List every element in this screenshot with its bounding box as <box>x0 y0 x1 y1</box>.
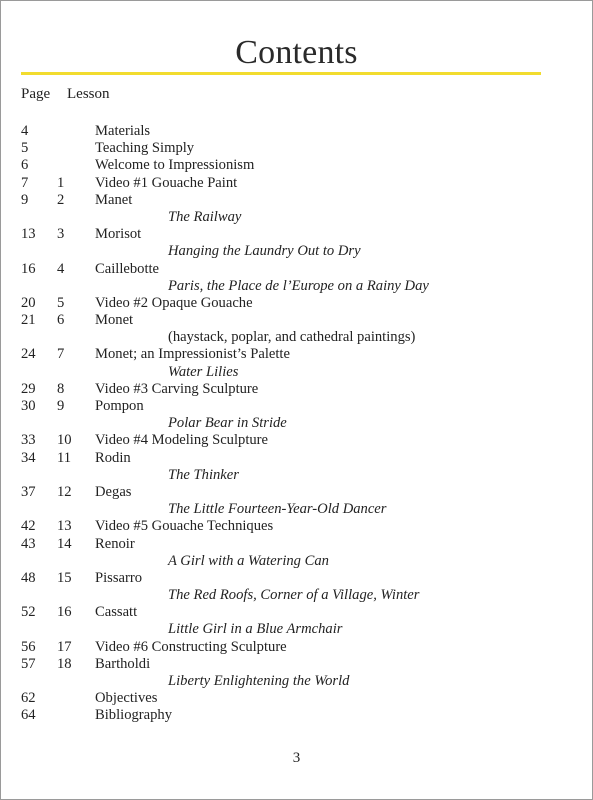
toc-entry-title: Cassatt <box>95 604 138 621</box>
toc-entry-title: Degas <box>95 483 132 500</box>
toc-artwork-title: (haystack, poplar, and cathedral paintings) <box>168 329 416 346</box>
toc-row <box>0 192 593 209</box>
toc-entry-title: Renoir <box>95 535 135 552</box>
toc-page-number: 5 <box>21 140 29 157</box>
toc-row <box>0 570 593 587</box>
toc-page-number: 52 <box>21 604 36 621</box>
toc-entry-title: Teaching Simply <box>95 140 195 157</box>
toc-page-number: 43 <box>21 535 36 552</box>
toc-lesson-number: 9 <box>57 398 65 414</box>
toc-row <box>0 123 593 140</box>
toc-page-number: 21 <box>21 312 36 329</box>
toc-entry-title: Manet <box>95 191 133 208</box>
toc-lesson-number: 4 <box>57 260 65 277</box>
toc-row <box>0 432 593 449</box>
toc-row <box>0 312 593 329</box>
toc-row <box>0 175 593 192</box>
toc-entry-title: Video #5 Gouache Techniques <box>95 518 274 535</box>
toc-entry-title: Video #4 Modeling Sculpture <box>95 432 269 449</box>
toc-subtitle-row <box>0 467 593 484</box>
toc-row <box>0 226 593 243</box>
page-title: Contents <box>235 34 358 71</box>
toc-entry-title: Caillebotte <box>95 260 160 277</box>
toc-entry-title: Video #1 Gouache Paint <box>95 174 238 191</box>
toc-page-number: 62 <box>21 690 36 707</box>
toc-lesson-number: 13 <box>57 518 72 535</box>
toc-page-number: 34 <box>21 449 36 466</box>
toc-row <box>0 398 593 415</box>
title-underline <box>21 72 541 75</box>
toc-entry-title: Pissarro <box>95 569 143 586</box>
toc-subtitle-row <box>0 553 593 570</box>
toc-subtitle-row <box>0 329 593 346</box>
toc-subtitle-row <box>0 209 593 226</box>
toc-page-number: 33 <box>21 432 36 449</box>
toc-artwork-title: Water Lilies <box>168 363 239 380</box>
toc-subtitle-row <box>0 415 593 432</box>
toc-row <box>0 450 593 467</box>
toc-lesson-number: 12 <box>57 483 72 500</box>
toc-lesson-number: 17 <box>57 638 72 655</box>
toc-artwork-title: The Little Fourteen-Year-Old Dancer <box>168 501 387 518</box>
toc-lesson-number: 3 <box>57 226 65 243</box>
toc-page-number: 48 <box>21 569 36 586</box>
toc-entry-title: Morisot <box>95 226 142 243</box>
toc-lesson-number: 10 <box>57 432 72 449</box>
toc-lesson-number: 2 <box>57 191 65 208</box>
toc-artwork-title: The Red Roofs, Corner of a Village, Winter <box>168 587 420 604</box>
toc-subtitle-row <box>0 621 593 638</box>
toc-subtitle-row <box>0 278 593 295</box>
toc-artwork-title: A Girl with a Watering Can <box>168 552 329 569</box>
toc-artwork-title: Hanging the Laundry Out to Dry <box>168 243 361 260</box>
toc-row <box>0 536 593 553</box>
toc-page-number: 7 <box>21 174 29 191</box>
page-column-header: Page <box>21 86 51 102</box>
toc-row <box>0 346 593 363</box>
toc-row <box>0 639 593 656</box>
toc-entry-title: Bibliography <box>95 707 173 724</box>
toc-subtitle-row <box>0 673 593 690</box>
toc-row <box>0 656 593 673</box>
toc-lesson-number: 15 <box>57 569 72 586</box>
toc-page-number: 6 <box>21 157 29 174</box>
toc-entry-title: Video #2 Opaque Gouache <box>95 294 253 311</box>
toc-lesson-number: 5 <box>57 294 65 311</box>
toc-entry-title: Video #3 Carving Sculpture <box>95 380 259 397</box>
toc-page-number: 13 <box>21 226 36 243</box>
toc-row <box>0 604 593 621</box>
toc-entry-title: Rodin <box>95 449 131 466</box>
toc-subtitle-row <box>0 243 593 260</box>
toc-artwork-title: Liberty Enlightening the World <box>168 673 350 689</box>
toc-lesson-number: 16 <box>57 604 72 621</box>
lesson-column-header: Lesson <box>67 86 110 102</box>
toc-row <box>0 690 593 707</box>
toc-entry-title: Bartholdi <box>95 655 151 672</box>
table-of-contents <box>0 123 593 725</box>
toc-artwork-title: Polar Bear in Stride <box>168 415 287 432</box>
toc-page-number: 16 <box>21 260 36 277</box>
toc-lesson-number: 8 <box>57 380 65 397</box>
toc-entry-title: Materials <box>95 123 151 139</box>
toc-page-number: 30 <box>21 398 36 414</box>
toc-page-number: 42 <box>21 518 36 535</box>
toc-page-number: 24 <box>21 346 36 363</box>
toc-row <box>0 484 593 501</box>
toc-subtitle-row <box>0 587 593 604</box>
toc-lesson-number: 6 <box>57 312 65 329</box>
toc-lesson-number: 1 <box>57 174 65 191</box>
toc-row <box>0 157 593 174</box>
toc-artwork-title: The Thinker <box>168 466 239 483</box>
toc-row <box>0 295 593 312</box>
toc-artwork-title: Little Girl in a Blue Armchair <box>168 621 343 638</box>
toc-lesson-number: 7 <box>57 346 65 363</box>
toc-page-number: 9 <box>21 191 29 208</box>
toc-subtitle-row <box>0 501 593 518</box>
toc-lesson-number: 11 <box>57 449 72 466</box>
toc-row <box>0 140 593 157</box>
toc-page-number: 56 <box>21 638 36 655</box>
toc-lesson-number: 14 <box>57 535 72 552</box>
toc-row <box>0 381 593 398</box>
toc-page-number: 64 <box>21 707 36 724</box>
toc-artwork-title: Paris, the Place de l’Europe on a Rainy Day <box>168 277 429 294</box>
toc-entry-title: Monet; an Impressionist’s Palette <box>95 346 290 363</box>
toc-page-number: 37 <box>21 483 36 500</box>
toc-page-number: 4 <box>21 123 29 139</box>
toc-row <box>0 518 593 535</box>
toc-subtitle-row <box>0 364 593 381</box>
toc-row <box>0 707 593 724</box>
toc-entry-title: Monet <box>95 312 134 329</box>
toc-entry-title: Pompon <box>95 398 144 414</box>
toc-page-number: 20 <box>21 294 36 311</box>
toc-artwork-title: The Railway <box>168 208 242 225</box>
toc-entry-title: Objectives <box>95 690 158 707</box>
toc-entry-title: Welcome to Impressionism <box>95 157 255 174</box>
toc-page-number: 29 <box>21 380 36 397</box>
toc-lesson-number: 18 <box>57 655 72 672</box>
page-number: 3 <box>292 750 301 766</box>
toc-page-number: 57 <box>21 655 36 672</box>
toc-entry-title: Video #6 Constructing Sculpture <box>95 638 287 655</box>
toc-row <box>0 261 593 278</box>
